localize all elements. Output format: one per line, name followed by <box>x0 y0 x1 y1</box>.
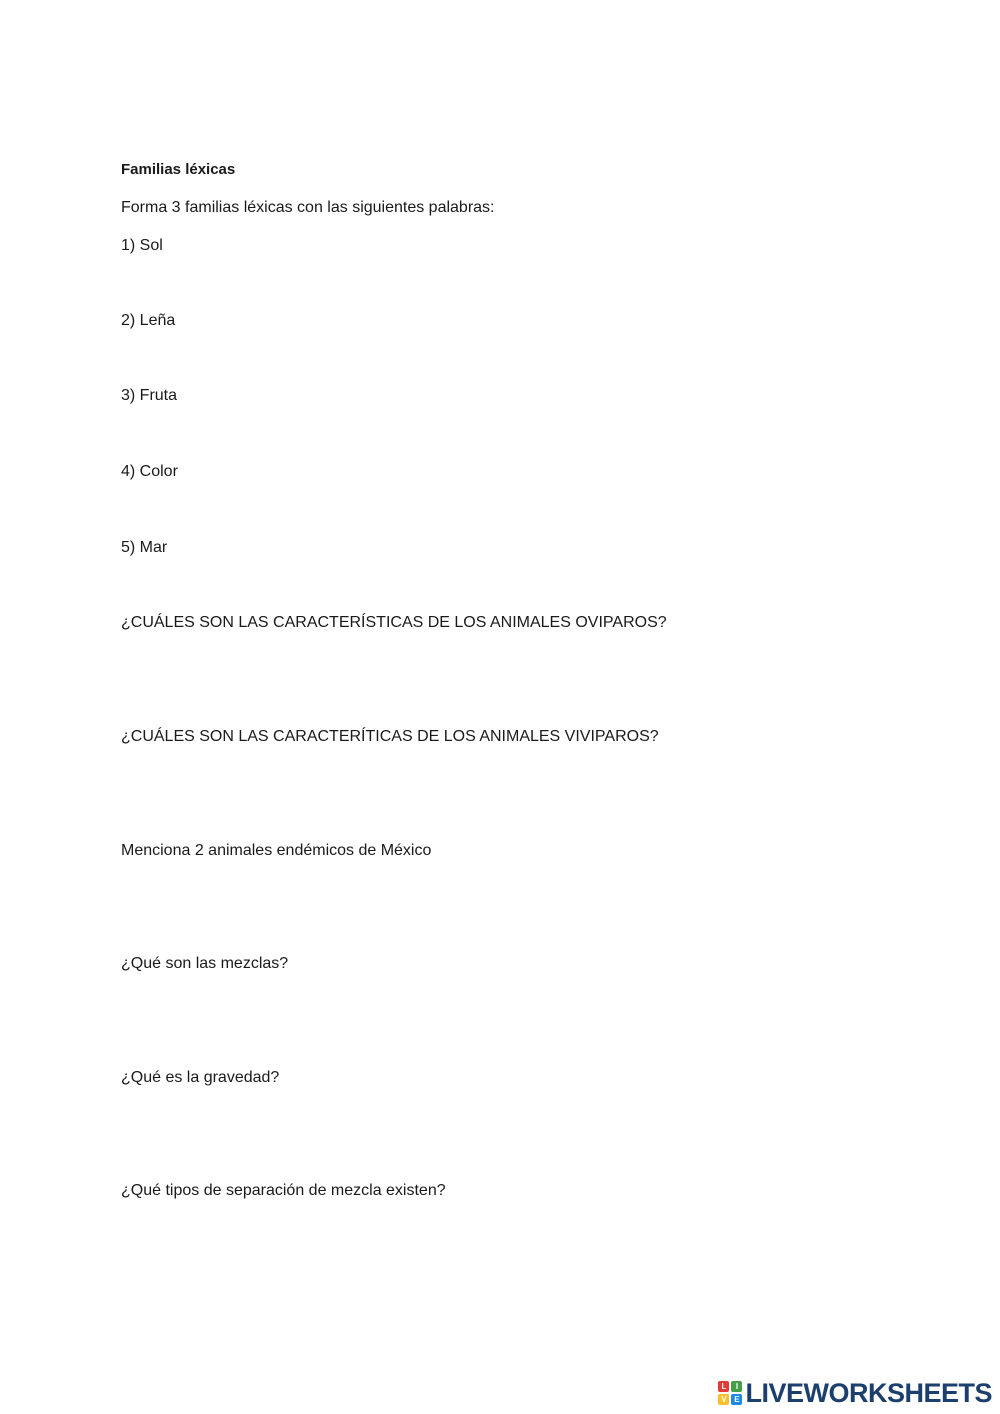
word-item-lena: 2) Leña <box>121 312 176 329</box>
logo-blocks-icon <box>718 1381 742 1405</box>
logo-block-e: E <box>731 1394 742 1405</box>
question-oviparos: ¿CUÁLES SON LAS CARACTERÍSTICAS DE LOS ANIMALES OVIPAROS? <box>121 614 667 631</box>
instruction-text: Forma 3 familias léxicas con las siguientes palabras: <box>121 199 495 216</box>
logo-text: LIVEWORKSHEETS <box>745 1377 992 1408</box>
question-gravedad: ¿Qué es la gravedad? <box>121 1069 280 1086</box>
question-mezclas: ¿Qué son las mezclas? <box>121 955 289 972</box>
word-item-color: 4) Color <box>121 463 178 480</box>
question-viviparos: ¿CUÁLES SON LAS CARACTERÍTICAS DE LOS ANIMALES VIVIPAROS? <box>121 728 659 745</box>
logo-block-v: V <box>718 1394 729 1405</box>
word-item-fruta: 3) Fruta <box>121 387 178 404</box>
liveworksheets-logo <box>718 1378 992 1408</box>
logo-block-l: L <box>718 1381 729 1392</box>
question-separacion-mezcla: ¿Qué tipos de separación de mezcla existen? <box>121 1182 446 1199</box>
logo-block-i: I <box>731 1381 742 1392</box>
worksheet-title: Familias léxicas <box>121 161 236 178</box>
question-animales-endemicos: Menciona 2 animales endémicos de México <box>121 842 432 859</box>
word-item-mar: 5) Mar <box>121 539 168 556</box>
word-item-sol: 1) Sol <box>121 237 163 254</box>
